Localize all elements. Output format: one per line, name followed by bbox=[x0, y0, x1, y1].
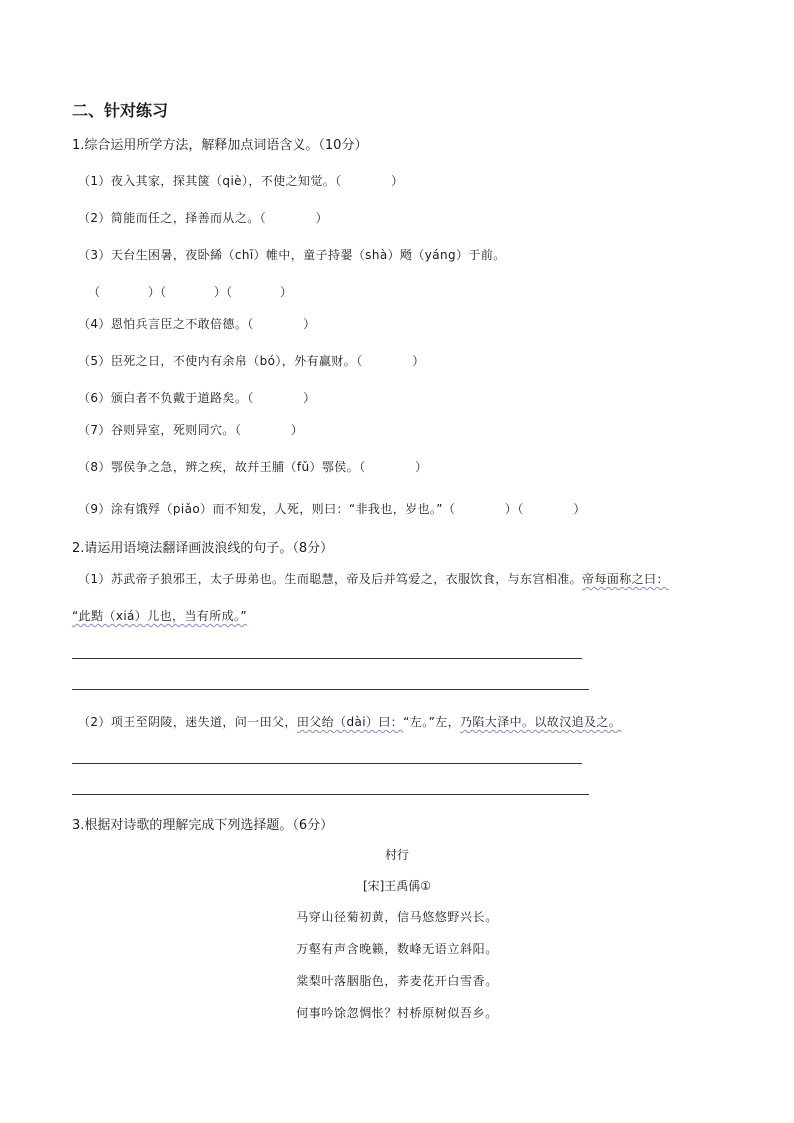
question-1-item-2: （2）简能而任之，择善而从之。（ ） bbox=[78, 211, 329, 225]
question-1-title: 1.综合运用所学方法，解释加点词语含义。（10分） bbox=[72, 138, 368, 153]
question-2-item-1-continuation bbox=[72, 607, 247, 624]
question-1-item-1: （1）夜入其家，探其箧（qiè），不使之知觉。（ ） bbox=[78, 174, 404, 188]
question-1-item-9: （9）涂有饿殍（piǎo）而不知发，人死，则曰：“非我也，岁也。”（ ）（ ） bbox=[78, 502, 586, 516]
answer-line[interactable] bbox=[72, 658, 582, 659]
poem-line-2: 万壑有声含晚籁，数峰无语立斜阳。 bbox=[296, 942, 498, 956]
question-2-item-1-text: （1）苏武帝子狼邪王，太子毋弟也。生而聪慧，帝及后并笃爱之，衣服饮食，与东宫相准。 bbox=[78, 572, 583, 586]
question-2-item-2-text-1: （2）项王至阴陵，迷失道，问一田父， bbox=[78, 715, 297, 729]
poem-title: 村行 bbox=[384, 848, 409, 862]
question-2-item-1-wavy-part-2: “此黠（xiá）儿也，当有所成。” bbox=[72, 609, 248, 623]
answer-line[interactable] bbox=[72, 689, 589, 690]
question-1-item-4: （4）恩怕兵言臣之不敢倍德。（ ） bbox=[78, 317, 316, 331]
question-1-item-8: （8）鄂侯争之急，辨之疾，故幷王脯（fǔ）鄂侯。（ ） bbox=[78, 460, 428, 474]
question-2-item-2-wavy-part-1: 田父绐（dài）曰： bbox=[296, 715, 404, 729]
question-1-item-3-blanks: （ ）（ ）（ ） bbox=[88, 285, 293, 299]
question-2-item-2-text-2: “左。”左， bbox=[403, 715, 460, 729]
answer-line[interactable] bbox=[72, 794, 589, 795]
poem-line-1: 马穿山径菊初黄，信马悠悠野兴长。 bbox=[296, 910, 498, 924]
question-1-item-7: （7）谷则异室，死则同穴。（ ） bbox=[78, 423, 304, 437]
question-2-item-1-wavy-part-1: 帝每面称之曰： bbox=[582, 572, 669, 586]
question-3-title: 3.根据对诗歌的理解完成下列选择题。（6分） bbox=[72, 818, 334, 833]
poem-line-3: 棠梨叶落胭脂色，荞麦花开白雪香。 bbox=[296, 974, 498, 988]
question-2-title: 2.请运用语境法翻译画波浪线的句子。（8分） bbox=[72, 541, 334, 556]
question-2-item-2 bbox=[78, 713, 621, 730]
poem-line-4: 何事吟馀忽惆怅？村桥原树似吾乡。 bbox=[296, 1006, 498, 1020]
answer-line[interactable] bbox=[72, 763, 582, 764]
poem-author: [宋]王禹偁① bbox=[362, 879, 432, 893]
question-2-item-2-wavy-part-2: 乃陷大泽中。以故汉追及之。 bbox=[460, 715, 622, 729]
question-1-item-5: （5）臣死之日，不使内有余帛（bó），外有赢财。（ ） bbox=[78, 354, 425, 368]
question-1-item-6: （6）颁白者不负戴于道路矣。（ ） bbox=[78, 391, 316, 405]
question-1-item-3: （3）天台生困暑，夜卧絺（chī）帷中，童子持翣（shà）飏（yáng）于前。 bbox=[78, 248, 506, 262]
section-title: 二、针对练习 bbox=[72, 101, 169, 120]
question-2-item-1 bbox=[78, 570, 669, 587]
